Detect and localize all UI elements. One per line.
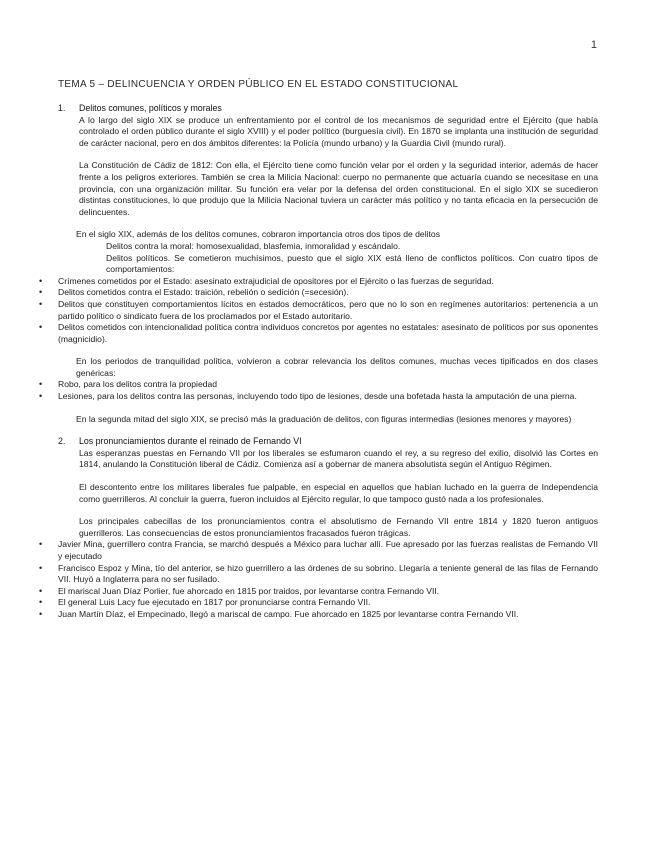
paragraph: En la segunda mitad del siglo XIX, se precisó más la graduación de delitos, con figuras intermedias (lesiones menores y mayores)	[76, 413, 572, 424]
political-crimes-list	[58, 276, 598, 346]
list-item: • Delitos que constituyen comportamientos lícitos en estados democráticos, pero que no lo son en regímenes autoritarios: pertenencia a un partido político o sindicato fuera de los proclamados por el Estado autoritario.	[58, 299, 598, 322]
list-item: • Delitos cometidos con intencionalidad política contra individuos concretos por agentes no estatales: asesinato de políticos por sus oponentes (magnicidio).	[58, 322, 598, 345]
section-title: Los pronunciamientos durante el reinado de Fernando VI	[79, 436, 302, 447]
list-item: • Crímenes cometidos por el Estado: asesinato extrajudicial de opositores por el Ejército o las fuerzas de seguridad.	[58, 276, 598, 288]
paragraph: En los periodos de tranquilidad política, volvieron a cobrar relevancia los delitos comunes, muchas veces tipificados en dos clases genéricas:	[76, 356, 598, 378]
paragraph: A lo largo del siglo XIX se produce un enfrentamiento por el control de los mecanismos de seguridad entre el Ejército (que había controlado el orden público durante el siglo XVIII) y el poder político (burguesía civil). En 1870 se implanta una institución de seguridad de carácter nacional, pero en dos ámbitos diferentes: la Policía (mundo urbano) y la Guardia Civil (mundo rural).	[79, 114, 598, 148]
list-item: • Javier Mina, guerrillero contra Francia, se marchó después a México para luchar allí. Fue apresado por las fuerzas realistas de Fernando VII y ejecutado	[58, 539, 598, 562]
section-number: 1.	[58, 103, 66, 113]
list-item: • El mariscal Juan Díaz Porlier, fue ahorcado en 1815 por traidos, por levantarse contra Fernando VII.	[58, 586, 598, 598]
list-item: • Francisco Espoz y Mina, tío del anterior, se hizo guerrillero a las órdenes de su sobrino. Llegaría a teniente general de las filas de Fernando VII. Huyó a Inglaterra para no ser fusilado.	[58, 563, 598, 586]
paragraph: Delitos políticos. Se cometieron muchísimos, puesto que el siglo XIX está lleno de conflictos políticos. Con cuatro tipos de comportamientos:	[106, 252, 598, 275]
section-number: 2.	[58, 436, 66, 447]
section-title: Delitos comunes, políticos y morales	[79, 103, 222, 113]
list-item: • El general Luis Lacy fue ejecutado en 1817 por pronunciarse contra Fernando VII.	[58, 597, 598, 609]
page-number: 1	[590, 39, 597, 51]
list-item: • Lesiones, para los delitos contra las personas, incluyendo todo tipo de lesiones, desde una bofetada hasta la amputación de una pierna.	[58, 391, 598, 403]
paragraph: En el siglo XIX, además de los delitos comunes, cobraron importancia otros dos tipos de delitos	[76, 229, 440, 240]
document-body	[58, 103, 598, 621]
list-item: • Delitos cometidos contra el Estado: traición, rebelión o sedición (=secesión).	[58, 287, 598, 299]
paragraph: Las esperanzas puestas en Fernando VII por los liberales se esfumaron cuando el rey, a su regreso del exilio, disolvió las Cortes en 1814, anulando la Constitución liberal de Cádiz. Comienza así a gobernar de manera absolutista según el Antiguo Régimen.	[79, 447, 598, 470]
leaders-list	[58, 539, 598, 620]
paragraph: El descontento entre los militares liberales fue palpable, en especial en aquellos que habían luchado en la guerra de Independencia como guerrilleros. Al concluir la guerra, fueron incluidos al Ejército regular, lo que tampoco gustó nada a los profesionales.	[79, 482, 598, 504]
list-item: • Robo, para los delitos contra la propiedad	[58, 379, 598, 391]
paragraph: Los principales cabecillas de los pronunciamientos contra el absolutismo de Fernando VII entre 1814 y 1820 fueron antiguos guerrilleros. Las consecuencias de estos pronunciamientos fracasados fueron trágicas.	[79, 516, 598, 538]
section-2-heading	[58, 436, 598, 448]
paragraph: Delitos contra la moral: homosexualidad, blasfemia, inmoralidad y escándalo.	[106, 240, 401, 251]
list-item: • Juan Martín Díaz, el Empecinado, llegó a mariscal de campo. Fue ahorcado en 1825 por levantarse contra Fernando VII.	[58, 609, 598, 621]
section-1-heading	[58, 103, 598, 115]
document-title: TEMA 5 – DELINCUENCIA Y ORDEN PÚBLICO EN EL ESTADO CONSTITUCIONAL	[58, 79, 459, 90]
paragraph: La Constitución de Cádiz de 1812: Con ella, el Ejército tiene como función velar por el orden y la seguridad interior, además de hacer frente a los peligros exteriores. También se crea la Milicia Nacional: cuerpo no permanente que actuaría cuando se necesitase en una provincia, con una organización militar. Su función era velar por la defensa del orden constitucional. En el siglo XIX se sucedieron distintas constituciones, lo que produjo que la Milicia Nacional tuviera un carácter más político y no tanta eficacia en la persecución de delincuentes.	[79, 160, 598, 217]
common-crimes-list	[58, 379, 598, 402]
